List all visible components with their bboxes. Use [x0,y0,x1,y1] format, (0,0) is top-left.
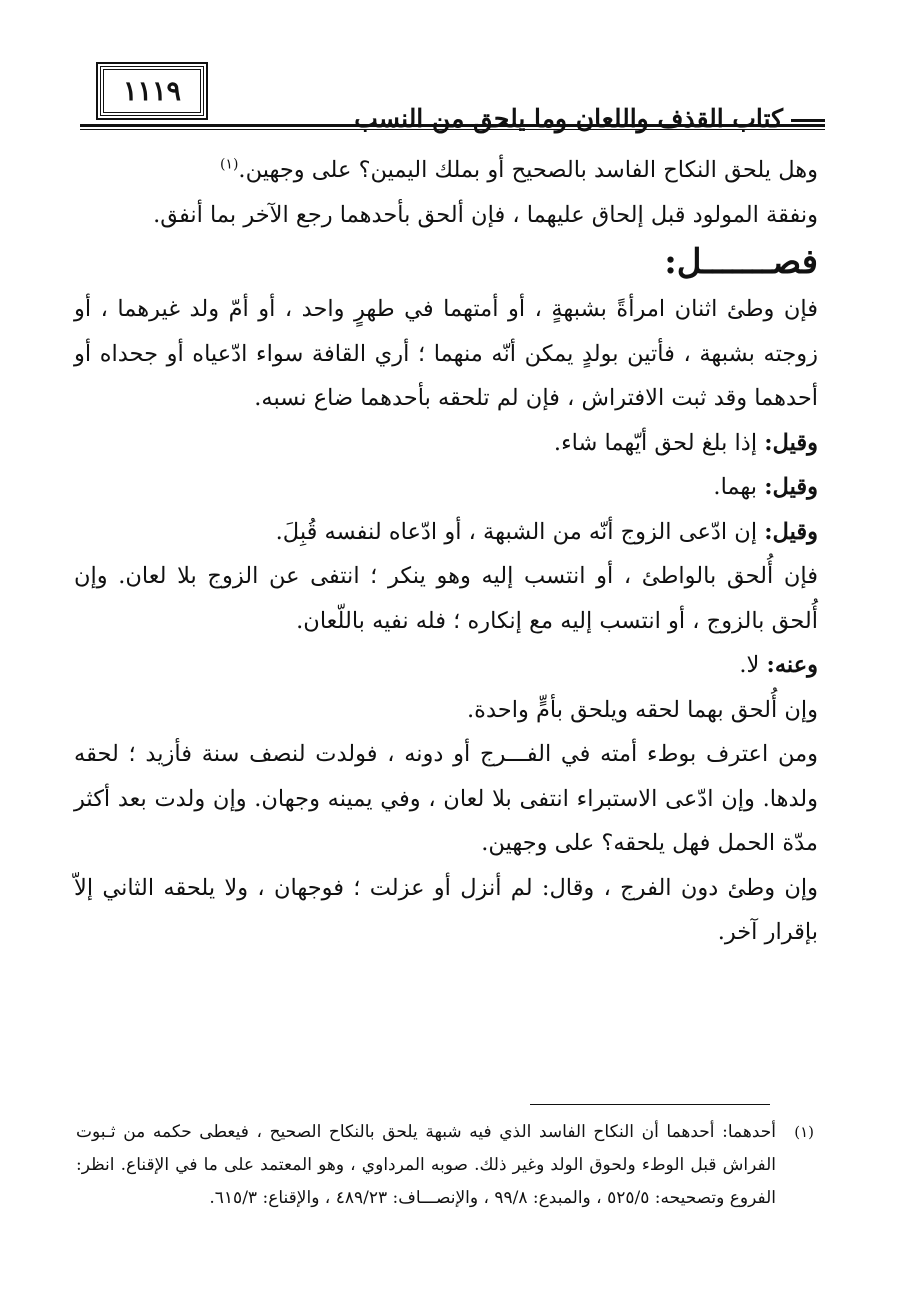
paragraph-5: وإن وطئ دون الفرج ، وقال: لم أنزل أو عزلت ؛ فوجهان ، ولا يلحقه الثاني إلاّ بإقرار آخر. [74,874,818,945]
title-dash [791,119,825,122]
opinion-1-text: إذا بلغ لحق أيّهما شاء. [553,429,758,456]
footnote-separator [530,1104,770,1105]
opinion-3-label: وقيل: [764,518,818,545]
footnote-number: (١) [794,1123,814,1141]
opinion-4-text: لا. [739,652,760,678]
footnote-item [74,1116,814,1215]
opinion-1-label: وقيل: [764,429,818,456]
intro-line-2: ونفقة المولود قبل إلحاق عليهما ، فإن ألحق بأحدهما رجع الآخر بما أنفق. [153,201,818,228]
paragraph-3: وإن أُلحق بهما لحقه ويلحق بأمٍّ واحدة. [467,696,818,723]
paragraph-1: فإن وطئ اثنان امرأةً بشبهةٍ ، أو أمتهما في طهرٍ واحد ، أو أمّ ولد غيرهما ، أو زوجته بشبهة ، فأتين بولدٍ يمكن أنّه منهما ؛ أري القافة سواء ادّعياه أو جحداه أو أحدهما وقد ثبت الافتراش ، فإن لم تلحقه بأحدهما ضاع نسبه. [74,296,818,411]
paragraph-4: ومن اعترف بوطء أمته في الفـــرج أو دونه ، فولدت لنصف سنة فأزيد ؛ لحقه ولدها. وإن ادّعى الاستبراء انتفى بلا لعان ، وفي يمينه وجهان. وإن ولدت بعد أكثر مدّة الحمل فهل يلحقه؟ على وجهين. [74,741,818,856]
opinion-3 [74,510,818,555]
opinion-2-label: وقيل: [764,474,818,500]
running-title-text: كتاب القذف واللعان وما يلحق من النسب [354,104,783,133]
section-heading-text: فصـــــــل: [664,242,818,282]
intro-line-1-text: وهل يلحق النكاح الفاسد بالصحيح أو بملك اليمين؟ على وجهين. [238,157,818,183]
opinion-4-label: وعنه: [766,652,818,678]
page-number: ١١١٩ [100,66,204,116]
footnote-ref[interactable]: (١) [219,156,239,173]
opinion-1 [74,421,818,466]
section-heading [74,237,818,287]
opinion-2 [74,465,818,510]
opinion-2-text: بهما. [713,474,758,500]
header-rule [80,124,825,130]
paragraph-2: فإن أُلحق بالواطئ ، أو انتسب إليه وهو ينكر ؛ انتفى عن الزوج بلا لعان. وإن أُلحق بالزوج ، أو انتسب إليه مع إنكاره ؛ فله نفيه باللّعان. [74,563,818,634]
intro-line-1 [74,148,818,193]
opinion-3-text: إن ادّعى الزوج أنّه من الشبهة ، أو ادّعاه لنفسه قُبِلَ. [275,518,758,545]
main-text [74,148,818,955]
opinion-4 [74,643,818,688]
footnote-text: أحدهما: أحدهما أن النكاح الفاسد الذي فيه شبهة يلحق بالنكاح الصحيح ، فيعطى حكمه من ثـبوت الفراش قبل الوطء ولحوق الولد وغير ذلك. صوبه المرداوي ، وهو المعتمد على ما في الإقناع. انظر: الفروع وتصحيحه: ٥٢٥/٥ ، والمبدع: ٩٩/٨ ، والإنصـــاف: ٤٨٩/٢٣ ، والإقناع: ٦١٥/٣. [76,1122,776,1208]
page-header [80,66,825,133]
footnotes [74,1116,814,1215]
